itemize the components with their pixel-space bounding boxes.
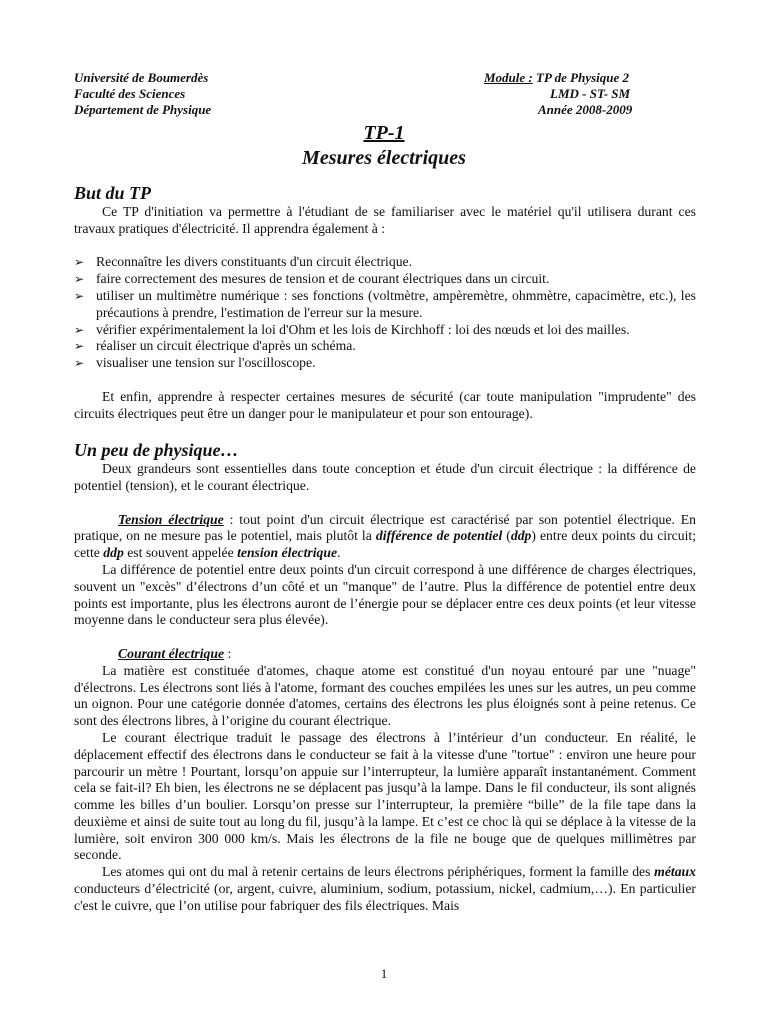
objectives-list	[74, 254, 696, 372]
physique-intro-paragraph: Deux grandeurs sont essentielles dans toute conception et étude d'un circuit électrique : la différence de potentiel (tension), et le courant électrique.	[74, 461, 696, 493]
year-line: Année 2008-2009	[538, 102, 633, 117]
section-heading-physique: Un peu de physique…	[74, 440, 239, 461]
courant-paragraph-2: Le courant électrique traduit le passage des électrons à l’intérieur d’un conducteur. En réalité, le déplacement effectif des électrons dans le conducteur se fait à la vitesse d'une "tortue" : environ une heure pour parcourir un mètre ! Pourtant, lorsqu’on appuie sur l’interrupteur, la lumière apparaît instantanément. Comment cela se fait-il? Eh bien, les électrons ne se déplacent pas jusqu’à la lampe. Dans le fil conducteur, ils sont alignés comme les billes d’un boulier. Lorsqu’on presse sur l’interrupteur, la première “bille” de la file tape dans la deuxième et ainsi de suite tout au long du fil, jusqu’à la lampe. Et c’est ce choc là qui se déplace à la vitesse de la lumière, soit environ 300 000 km/s. Mais les électrons de la file ne bouge que de quelques millimètres par seconde.	[74, 729, 696, 863]
list-item: ➢ Reconnaître les divers constituants d'un circuit électrique.	[74, 254, 413, 270]
tension-term: Tension électrique	[118, 511, 224, 527]
but-closing-paragraph: Et enfin, apprendre à respecter certaines mesures de sécurité (car toute manipulation "imprudente" des circuits électriques peut être un danger pour le manipulateur et pour son entourage).	[74, 388, 696, 421]
page-number: 1	[380, 966, 388, 981]
document-body	[74, 182, 696, 915]
arrow-bullet-icon: ➢	[74, 272, 85, 287]
university-name: Université de Boumerdès	[74, 70, 209, 85]
courant-term: Courant électrique	[118, 645, 225, 661]
page-subtitle: Mesures électriques	[302, 147, 466, 169]
list-item: ➢ réaliser un circuit électrique d'après un schéma.	[74, 338, 356, 354]
courant-paragraph-3: Les atomes qui ont du mal à retenir certains de leurs électrons périphériques, forment la famille des métaux conducteurs d’électricité (or, argent, cuivre, aluminium, sodium, potassium, nickel, cadmium,…). En particulier c'est le cuivre, que l’on utilise pour fabriquer des fils électriques. Mais	[74, 864, 696, 913]
arrow-bullet-icon: ➢	[74, 322, 85, 337]
but-intro-paragraph: Ce TP d'initiation va permettre à l'étudiant de se familiariser avec le matériel qu'il utilisera durant ces travaux pratiques d'électricité. Il apprendra également à :	[74, 204, 696, 236]
tension-paragraph-2: La différence de potentiel entre deux points d'un circuit correspond à une différence de charges électriques, souvent un "excès" d’électrons d’un côté et un "manque" de l’autre. Plus la différence de potentiel entre deux points est importante, plus les électrons auront de l’énergie pour se déplacer entre ces deux points (et leur vitesse moyenne dans le conducteur sera plus élevée).	[74, 561, 696, 628]
title-block	[0, 121, 768, 171]
module-value: TP de Physique 2	[532, 70, 630, 85]
page-title: TP-1	[363, 122, 405, 144]
courant-heading-line: Courant électrique :	[118, 645, 232, 661]
list-item: ➢ visualiser une tension sur l'oscilloscope.	[74, 355, 316, 371]
section-heading-but: But du TP	[74, 183, 152, 203]
courant-paragraph-1: La matière est constituée d'atomes, chaque atome est constitué d'un noyau entouré par une "nuage" d'électrons. Les électrons sont liés à l'atome, formant des couches empilées les unes sur les autres, un peu comme un oignon. Pour une catégorie donnée d'atomes, certains des électrons les plus éloignés sont à peine retenus. Ce sont des électrons libres, à l’origine du courant électrique.	[74, 662, 696, 729]
faculty-name: Faculté des Sciences	[74, 86, 186, 101]
level-line: LMD - ST- SM	[550, 86, 631, 101]
list-item: ➢ faire correctement des mesures de tension et de courant électriques dans un circuit.	[74, 271, 550, 287]
department-name: Département de Physique	[74, 102, 212, 117]
list-item: ➢ utiliser un multimètre numérique : ses fonctions (voltmètre, ampèremètre, ohmmètre, capacimètre, etc.), les précautions à prendre, l'estimation de l'erreur sur la mesure.	[74, 287, 696, 320]
arrow-bullet-icon: ➢	[74, 339, 85, 354]
arrow-bullet-icon: ➢	[74, 255, 85, 270]
arrow-bullet-icon: ➢	[74, 288, 85, 303]
module-label: Module :	[484, 70, 533, 85]
tension-paragraph: Tension électrique : tout point d'un circuit électrique est caractérisé par son potentiel électrique. En pratique, on ne mesure pas le potentiel, mais plutôt la différence de potentiel (ddp) entre deux points du circuit; cette ddp est souvent appelée tension électrique.	[74, 511, 696, 561]
module-line	[480, 70, 632, 86]
arrow-bullet-icon: ➢	[74, 356, 85, 371]
header-left	[74, 70, 211, 118]
list-item: ➢ vérifier expérimentalement la loi d'Ohm et les lois de Kirchhoff : loi des nœuds et loi des mailles.	[74, 321, 630, 337]
header-right	[480, 70, 632, 118]
